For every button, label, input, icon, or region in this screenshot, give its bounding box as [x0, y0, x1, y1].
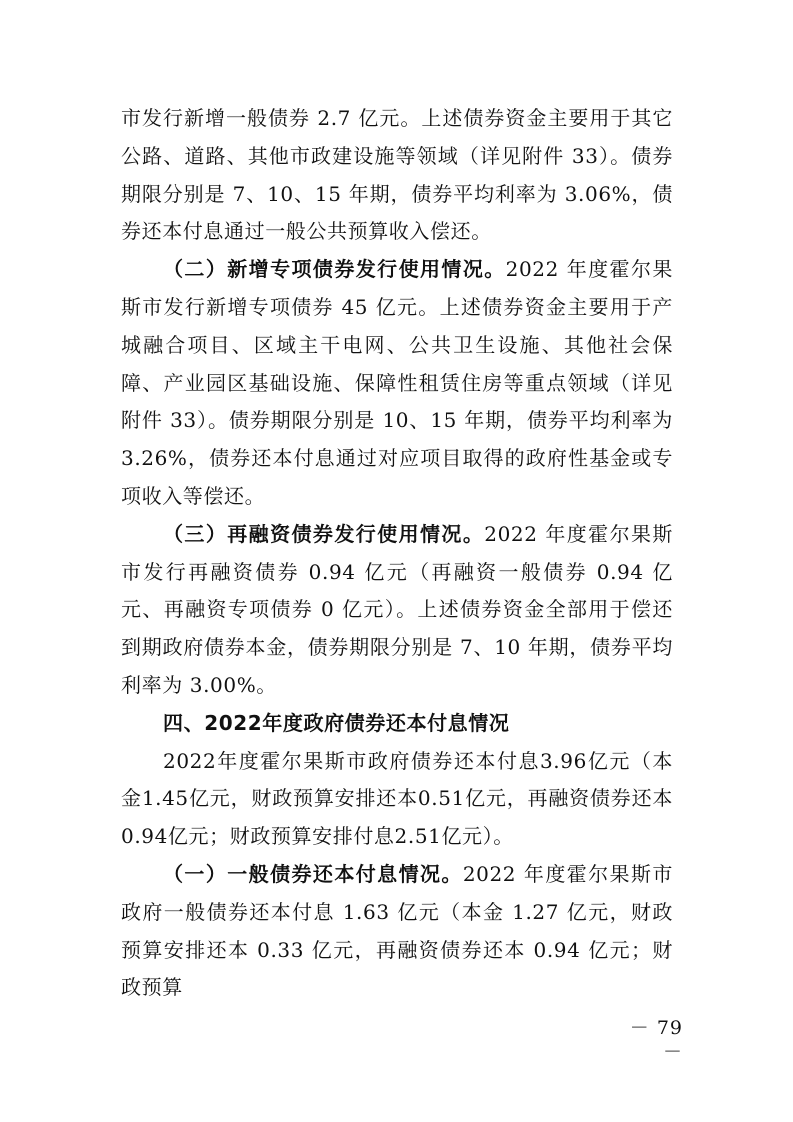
paragraph-special-bond-issuance [121, 251, 673, 516]
section-lead-refinancing-bond: （三）再融资债券发行使用情况。 [163, 521, 485, 546]
section-lead-special-bond: （二）新增专项债券发行使用情况。 [163, 257, 506, 282]
paragraph-repayment-summary [121, 743, 673, 856]
paragraph-text: 2022 年度霍尔果斯市发行再融资债券 0.94 亿元（再融资一般债券 0.94 亿元、再融资专项债券 0 亿元）。上述债券资金全部用于偿还到期政府债券本金，债券期限分别是 7、10 年期，债券平均利率为 3.00%。 [121, 521, 674, 697]
section-heading-repayment: 四、2022年度政府债券还本付息情况 [163, 710, 510, 735]
paragraph-text: 市发行新增一般债券 2.7 亿元。上述债券资金主要用于其它公路、道路、其他市政建设施等领域（详见附件 33）。债券期限分别是 7、10、15 年期，债券平均利率为 3.06%，债券还本付息通过一般公共预算收入偿还。 [121, 106, 673, 244]
paragraph-refinancing-bond-issuance [121, 516, 673, 705]
document-body [121, 100, 673, 1007]
paragraph-general-bond-repayment [121, 856, 673, 1007]
section-lead-general-bond-repayment: （一）一般债券还本付息情况。 [163, 861, 463, 886]
paragraph-general-bond-continued [121, 100, 673, 251]
page-number: － 79 － [629, 1017, 683, 1063]
paragraph-text: 2022 年度霍尔果斯市发行新增专项债券 45 亿元。上述债券资金主要用于产城融合项目、区域主干电网、公共卫生设施、其他社会保障、产业园区基础设施、保障性租赁住房等重点领域（详见附件 33）。债券期限分别是 10、15 年期，债券平均利率为 3.26%，债券还本付息通过对应项目取得的政府性基金或专项收入等偿还。 [121, 257, 673, 508]
paragraph-text: 2022年度霍尔果斯市政府债券还本付息3.96亿元（本金1.45亿元，财政预算安排还本0.51亿元，再融资债券还本0.94亿元；财政预算安排付息2.51亿元）。 [121, 748, 673, 849]
paragraph-text: 2022 年度霍尔果斯市政府一般债券还本付息 1.63 亿元（本金 1.27 亿元，财政预算安排还本 0.33 亿元，再融资债券还本 0.94 亿元；财政预算 [121, 861, 673, 1000]
